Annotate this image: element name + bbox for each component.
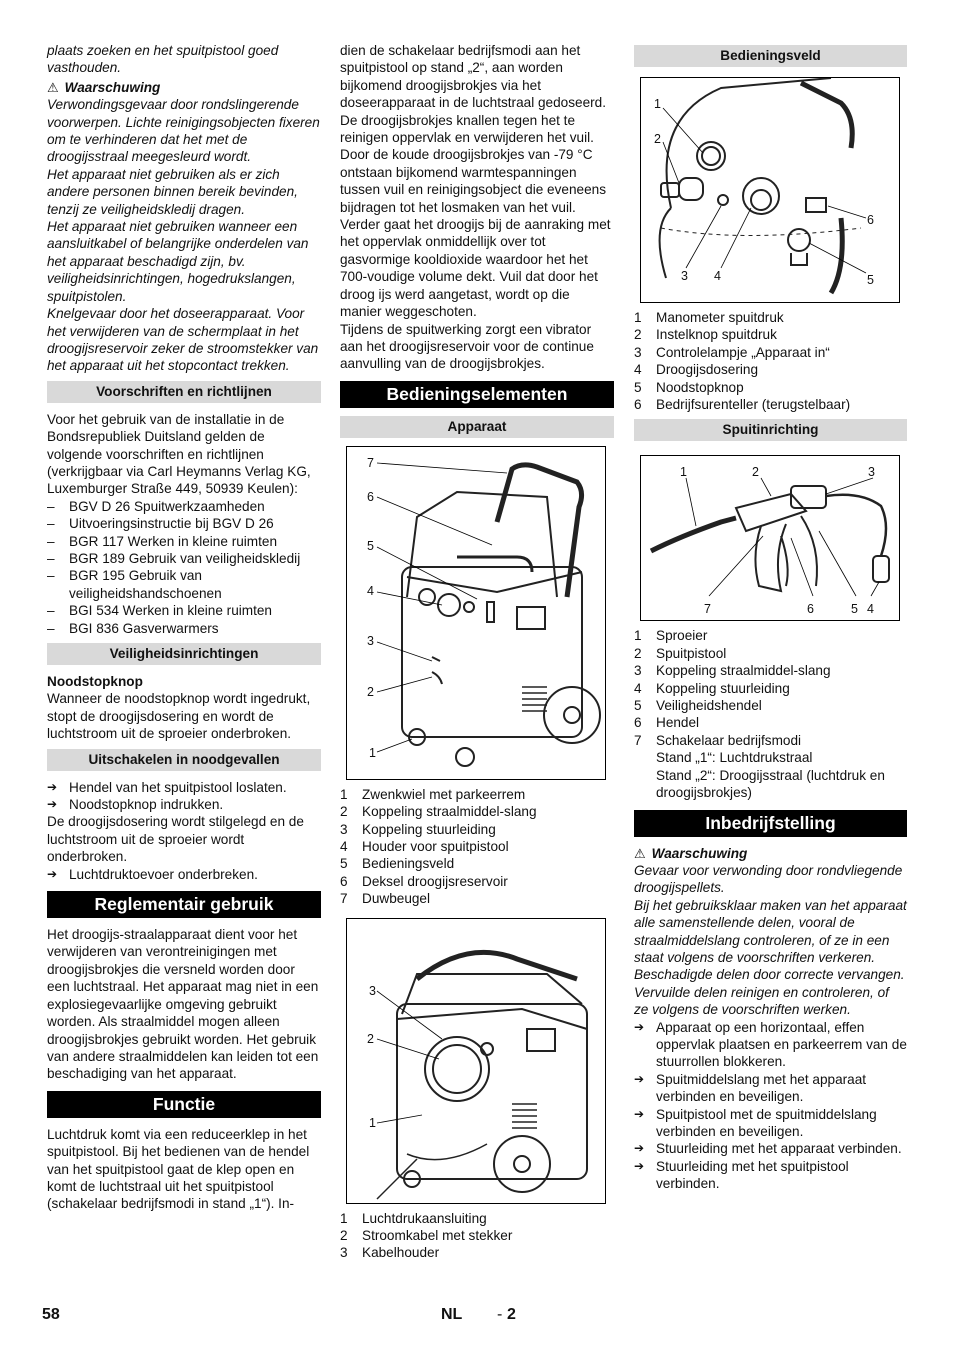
warning-heading (47, 79, 321, 96)
warning-title: Waarschuwing (651, 845, 748, 861)
section-heading-voorschriften: Voorschriften en richtlijnen (47, 381, 321, 403)
section-heading-bedieningsveld: Bedieningsveld (634, 45, 907, 67)
figure-callout: 6 (367, 489, 374, 504)
legend-subitem: Stand „2“: Droogijsstraal (luchtdruk en droogijsbrokjes) (656, 767, 885, 801)
figure-bedieningsveld (640, 77, 900, 303)
language-code: NL (441, 1306, 463, 1323)
arrow-icon: ➔ (47, 779, 58, 794)
noodstop-text: Wanneer de noodstopknop wordt ingedrukt, stopt de droogijsdosering en wordt de luchtstroom uit de sproeier onderbroken. (47, 691, 311, 742)
figure-callout: 1 (680, 465, 687, 480)
figure-callout: 2 (367, 1031, 374, 1046)
figure-apparaat-back (346, 918, 606, 1204)
section-page-number: 2 (507, 1306, 516, 1323)
legend-item: 3 Kabelhouder (340, 1245, 440, 1261)
noodstop-heading: Noodstopknop (47, 674, 143, 689)
voorschriften-intro: Voor het gebruik van de installatie in de Bondsrepubliek Duitsland gelden de volgende voorschriften en richtlijnen (verkrijgbaar via Carl Heymanns Verlag KG, Luxemburger Straße 449, 50939 Keulen): (47, 411, 311, 497)
legend-item: 1 Sproeier (634, 628, 708, 644)
functie-text: Luchtdruk komt via een reduceerklep in het spuitpistool. Bij het bedienen van de hendel van het spuitpistool gaat de klep open en komt de luchtstraal uit het spuitpistool (schakelaar bedrijfsmodi in stand „1“). In- (47, 1126, 310, 1212)
legend-item: 2 Instelknop spuitdruk (634, 327, 777, 343)
figure-callout: 2 (654, 132, 661, 146)
footer-separator: - (497, 1306, 503, 1323)
figure-spuitinrichting (640, 455, 900, 621)
figure-callout: 2 (367, 684, 374, 699)
warning-paragraph: Het apparaat niet gebruiken als er zich andere personen binnen bereik bevinden, tenzij ze veiligheidskledij dragen. (47, 166, 298, 217)
legend-item: 5 Noodstopknop (634, 379, 744, 395)
figure-callout: 6 (807, 602, 814, 617)
figure-callout: 3 (868, 465, 875, 480)
warning-triangle-icon: ⚠ (47, 79, 59, 95)
chapter-heading-inbedrijf: Inbedrijfstelling (634, 810, 907, 837)
arrow-icon: ➔ (47, 797, 58, 812)
legend-item: 7 Schakelaar bedrijfsmodi (634, 732, 802, 748)
figure-callout: 1 (369, 745, 376, 760)
list-item: – Uitvoeringsinstructie bij BGV D 26 (47, 516, 274, 532)
reglementair-text: Het droogijs-straalapparaat dient voor het verwijderen van verontreinigingen met droogijsbrokjes die versneld worden door een luchtstraal. Het apparaat mag niet in een explosiegevaarlijke omgeving gebruikt worden. Als straalmiddel mogen alleen droogijsbrokjes gebruikt worden. Het gebruik van andere straalmiddelen kan leiden tot een beschadiging van het apparaat. (47, 927, 319, 1082)
arrow-icon: ➔ (634, 1106, 645, 1121)
warning-triangle-icon: ⚠ (634, 845, 646, 861)
legend-item: 4 Koppeling stuurleiding (634, 680, 790, 696)
control-panel-illustration (641, 78, 899, 302)
legend-item: 3 Koppeling stuurleiding (340, 821, 496, 837)
warning-paragraph: Bij het gebruiksklaar maken van het apparaat alle samenstellende delen, vooral de straalmiddelslang controleren, of ze in een staat volgens de voorschriften verkeren. Beschadigde delen door correcte vervangen. (634, 897, 907, 983)
figure-callout: 3 (681, 269, 688, 283)
figure-legend-spuitinrichting (634, 627, 907, 801)
voorschriften-list (47, 498, 321, 637)
legend-item: 6 Hendel (634, 715, 700, 731)
figure-callout: 4 (714, 269, 721, 283)
arrow-icon: ➔ (634, 1071, 645, 1086)
list-item: – BGV D 26 Spuitwerkzaamheden (47, 498, 265, 514)
warning-paragraph: Verwondingsgevaar door rondslingerende voorwerpen. Lichte reinigingsobjecten fixeren om te verhinderen dat het met de droogijsstraal meegesleurd wordt. (47, 97, 320, 165)
legend-item: 7 Duwbeugel (340, 891, 431, 907)
warning-paragraph: Gevaar voor verwonding door rondvliegende droogijspellets. (634, 862, 903, 896)
figure-callout: 5 (851, 602, 858, 617)
list-item: – BGR 117 Werken in kleine ruimten (47, 533, 278, 549)
section-heading-apparaat: Apparaat (340, 416, 614, 438)
machine-back-illustration (347, 919, 605, 1203)
legend-item: 3 Controlelampje „Apparaat in“ (634, 344, 830, 360)
legend-item: 5 Veiligheidshendel (634, 698, 762, 714)
column-3 (634, 42, 907, 1193)
section-heading-uitschakelen: Uitschakelen in noodgevallen (47, 749, 321, 771)
legend-item: 1 Luchtdrukaansluiting (340, 1210, 487, 1226)
legend-subitem: Stand „1“: Luchtdrukstraal (656, 750, 813, 766)
arrow-icon: ➔ (634, 1019, 645, 1034)
figure-callout: 3 (369, 983, 376, 998)
uitschakelen-text: De droogijsdosering wordt stilgelegd en de luchtstroom uit de sproeier wordt onderbroken. (47, 814, 304, 865)
warning-paragraph: Het apparaat niet gebruiken wanneer een aansluitkabel of belangrijke onderdelen van het apparaat beschadigd zijn, bv. veiligheidsinrichtingen, hogedrukslangen, spuitpistolen. (47, 219, 309, 304)
step-item: ➔ Spuitpistool met de spuitmiddelslang verbinden en beveiligen. (634, 1106, 877, 1139)
figure-legend-bedieningsveld (634, 309, 907, 413)
legend-item: 2 Spuitpistool (634, 645, 727, 661)
list-item: – BGI 836 Gasverwarmers (47, 620, 219, 636)
legend-item: 2 Koppeling straalmiddel-slang (340, 804, 537, 820)
page-number: 58 (42, 1306, 60, 1323)
warning-paragraph: Vervuilde delen reinigen en controleren, of ze volgens de voorschriften werken. (634, 984, 889, 1018)
machine-front-illustration (347, 447, 605, 779)
figure-callout: 1 (369, 1115, 376, 1130)
figure-callout: 3 (367, 633, 374, 648)
figure-legend-back (340, 1210, 614, 1262)
step-item: ➔ Stuurleiding met het apparaat verbinden. (634, 1141, 902, 1157)
intro-text: plaats zoeken en het spuitpistool goed vasthouden. (47, 43, 279, 76)
legend-item: 2 Stroomkabel met stekker (340, 1227, 513, 1243)
section-heading-spuitinrichting: Spuitinrichting (634, 419, 907, 441)
chapter-heading-bediening: Bedieningselementen (340, 381, 614, 408)
figure-callout: 5 (867, 273, 874, 287)
arrow-icon: ➔ (634, 1141, 645, 1156)
warning-heading (634, 845, 907, 862)
figure-callout: 4 (867, 602, 874, 617)
figure-callout: 4 (367, 583, 374, 598)
functie-continued: dien de schakelaar bedrijfsmodi aan het spuitpistool op stand „2“, aan worden bijkomend droogijsbrokjes via het doseerapparaat in de luchtstraal gedoseerd. De droogijsbrokjes knallen tegen het te reinigen oppervlak en verwijderen het vuil. Door de koude droogijsbrokjes van -79 °C ontstaan bijkomend warmtespanningen tussen vuil en reinigingsobject die eveneens bijdragen tot het losmaken van het vuil. Verder gaat het droogijs bij de aanraking met het oppervlak onmiddellijk over tot gasvormige kooldioxide waardoor het het 700-voudige volume dekt. Vuil dat door het droog ijs werd aangetast, wordt op die manier weggeschoten. (340, 43, 611, 320)
figure-callout: 1 (654, 97, 661, 111)
figure-callout: 6 (867, 213, 874, 227)
functie-continued-2: Tijdens de spuitwerking zorgt een vibrator aan het droogijsreservoir voor de continue aanvulling van de droogijsbrokjes. (340, 321, 594, 372)
arrow-icon: ➔ (634, 1158, 645, 1173)
chapter-heading-functie: Functie (47, 1091, 321, 1118)
legend-item: 4 Droogijsdosering (634, 362, 759, 378)
step-item: ➔ Luchtdruktoevoer onderbreken. (47, 866, 258, 882)
step-item: ➔ Hendel van het spuitpistool loslaten. (47, 779, 287, 795)
figure-apparaat-front (346, 446, 606, 780)
column-2 (340, 42, 614, 1262)
figure-legend-apparaat (340, 786, 614, 908)
list-item: – BGR 195 Gebruik van veiligheidshandschoenen (47, 568, 222, 601)
section-heading-veiligheid: Veiligheidsinrichtingen (47, 643, 321, 665)
figure-callout: 2 (752, 465, 759, 480)
step-item: ➔ Noodstopknop indrukken. (47, 797, 224, 813)
step-item: ➔ Spuitmiddelslang met het apparaat verbinden en beveiligen. (634, 1071, 867, 1105)
legend-item: 5 Bedieningsveld (340, 856, 455, 872)
step-item: ➔ Stuurleiding met het spuitpistool verbinden. (634, 1158, 849, 1192)
warning-paragraph: Knelgevaar door het doseerapparaat. Voor het verwijderen van de schermplaat in het droogijsreservoir zeker de stroomstekker van het apparaat uit het stopcontact trekken. (47, 306, 319, 374)
figure-callout: 5 (367, 538, 374, 553)
legend-item: 1 Manometer spuitdruk (634, 310, 784, 325)
column-1 (47, 42, 321, 1213)
legend-item: 6 Deksel droogijsreservoir (340, 873, 508, 889)
step-item: ➔ Apparaat op een horizontaal, effen oppervlak plaatsen en parkeerrem van de stuurrollen blokkeren. (634, 1019, 907, 1070)
legend-item: 4 Houder voor spuitpistool (340, 838, 509, 854)
list-item: – BGR 189 Gebruik van veiligheidskledij (47, 550, 301, 566)
arrow-icon: ➔ (47, 866, 58, 881)
legend-item: 6 Bedrijfsurenteller (terugstelbaar) (634, 397, 851, 413)
legend-item: 1 Zwenkwiel met parkeerrem (340, 786, 526, 802)
list-item: – BGI 534 Werken in kleine ruimten (47, 603, 272, 619)
legend-item: 3 Koppeling straalmiddel-slang (634, 663, 831, 679)
figure-callout: 7 (704, 602, 711, 617)
warning-title: Waarschuwing (64, 79, 161, 95)
chapter-heading-reglementair: Reglementair gebruik (47, 891, 321, 918)
figure-callout: 7 (367, 455, 374, 470)
